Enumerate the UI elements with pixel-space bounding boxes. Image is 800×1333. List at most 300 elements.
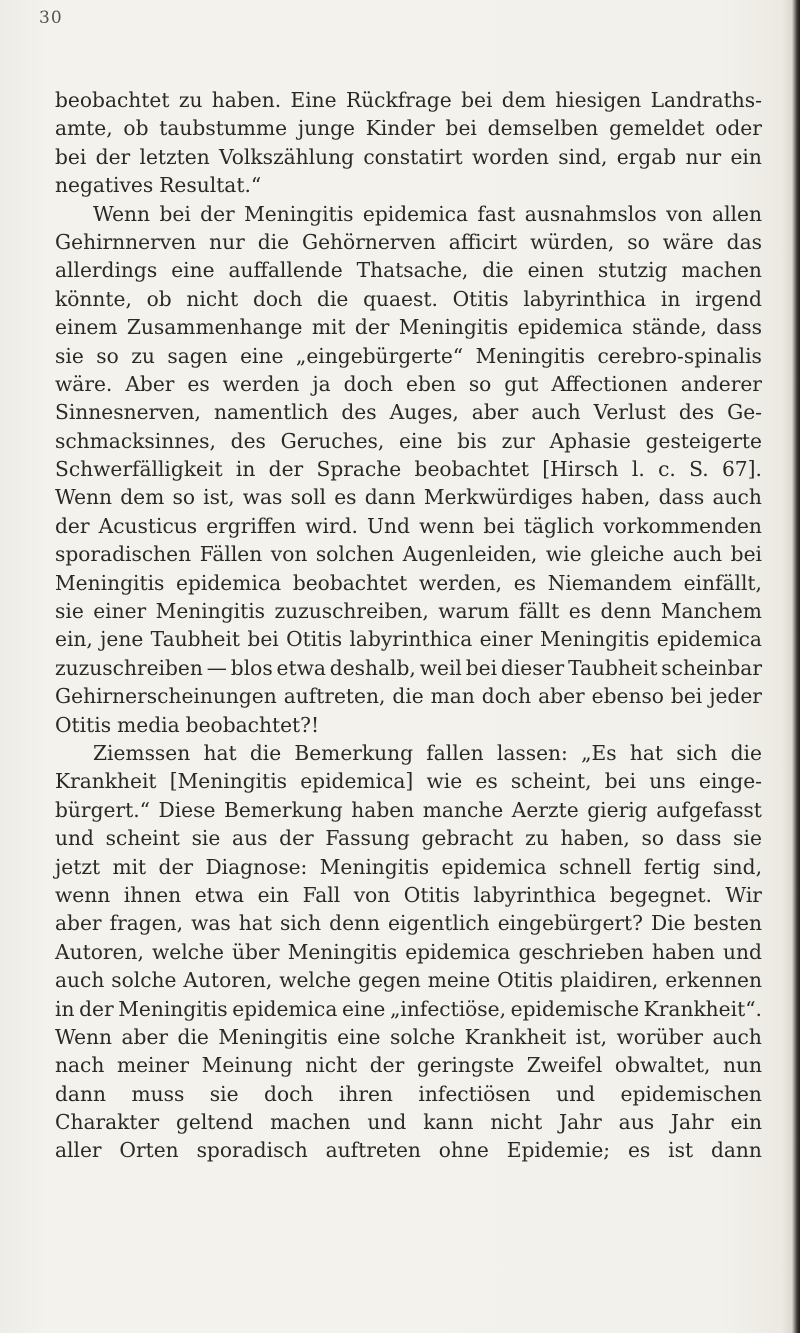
- word: Meningitis: [540, 627, 650, 652]
- word: hat: [203, 740, 237, 765]
- word: zuzuschreiben,: [274, 599, 429, 624]
- word: Wir: [725, 882, 762, 907]
- word: haben,: [581, 485, 651, 510]
- text-line: [55, 398, 762, 426]
- text-line: [55, 966, 762, 994]
- word: zu: [178, 88, 203, 112]
- word: Resultat.“: [159, 173, 262, 198]
- word: auch: [712, 485, 762, 510]
- word: sagen: [167, 343, 228, 368]
- page-edge-shadow: [782, 0, 800, 1333]
- word: was: [191, 911, 231, 936]
- word: Thatsache,: [356, 258, 469, 283]
- word: aus: [618, 1110, 655, 1135]
- word: epidemica: [441, 854, 547, 879]
- word: Meningitis: [118, 996, 228, 1021]
- word: nicht: [490, 1110, 543, 1135]
- word: wie: [545, 542, 582, 567]
- word: einer: [479, 627, 533, 652]
- word: dann: [710, 1138, 762, 1163]
- word: Autoren,: [55, 939, 144, 964]
- word: ist: [668, 1138, 694, 1163]
- text-line: [55, 853, 762, 881]
- word: sie: [733, 826, 762, 851]
- word: Jahr: [670, 1110, 714, 1135]
- text-line: [55, 824, 762, 852]
- word: Aber: [125, 371, 175, 396]
- text-line: [55, 370, 762, 398]
- word: kann: [423, 1110, 474, 1135]
- word: ebenso: [591, 684, 664, 709]
- text-line: [55, 256, 762, 284]
- word: haben: [351, 797, 415, 822]
- text-line: [55, 796, 762, 824]
- word: obwaltet,: [614, 1053, 711, 1078]
- word: Bemerkung: [224, 797, 343, 822]
- word: machen: [681, 258, 762, 283]
- word: die: [177, 1024, 209, 1049]
- text-line: [55, 995, 762, 1023]
- word: epidemica: [405, 939, 511, 964]
- word: media: [117, 712, 180, 737]
- word: gebracht: [421, 826, 514, 851]
- text-line: [55, 455, 762, 483]
- word: gut: [504, 371, 539, 396]
- word: sich: [279, 911, 322, 936]
- word: worüber: [616, 1024, 704, 1049]
- word: Otitis: [55, 712, 112, 737]
- word: welche: [279, 968, 352, 993]
- word: in: [660, 286, 681, 311]
- word: doch: [343, 371, 394, 396]
- word: Diagnose:: [205, 854, 308, 879]
- word: es: [513, 570, 537, 595]
- word: ja: [312, 371, 331, 396]
- word: ein: [730, 1110, 762, 1135]
- word: eine: [399, 428, 443, 453]
- word: bei: [445, 116, 477, 141]
- word: aber: [471, 400, 519, 425]
- word: meine: [427, 968, 491, 993]
- word: der: [200, 201, 235, 226]
- word: warum: [438, 599, 510, 624]
- body-text: [55, 86, 762, 1165]
- word: stände,: [632, 315, 707, 340]
- word: Schwerfälligkeit: [55, 457, 223, 482]
- word: „infectiöse,: [389, 996, 507, 1021]
- word: epidemica: [176, 570, 282, 595]
- word: schnell: [558, 854, 632, 879]
- word: Eine: [290, 88, 337, 112]
- word: was: [242, 485, 283, 510]
- word: eine: [240, 343, 284, 368]
- text-line: [55, 86, 762, 114]
- word: denn: [329, 911, 381, 936]
- word: einer: [93, 599, 147, 624]
- word: infectiösen: [418, 1081, 531, 1106]
- word: so: [468, 371, 492, 396]
- word: Bemerkung: [294, 740, 414, 765]
- word: gierig: [587, 797, 648, 822]
- word: Gehörnerven: [301, 229, 436, 254]
- word: lassen:: [496, 740, 568, 765]
- word: ob: [123, 116, 149, 141]
- word: letzten: [139, 144, 210, 169]
- word: hiesigen: [555, 88, 642, 112]
- word: nicht: [305, 1053, 358, 1078]
- word: dass: [658, 485, 705, 510]
- word: Zusammenhange: [126, 315, 303, 340]
- word: auffallende: [228, 258, 343, 283]
- word: und: [55, 826, 94, 851]
- word: Meinung: [201, 1053, 293, 1078]
- word: Taubheit: [568, 655, 658, 680]
- word: doch: [252, 286, 303, 311]
- text-line: [55, 909, 762, 937]
- word: sporadischen: [55, 542, 192, 567]
- word: etwa: [194, 882, 245, 907]
- word: „Es: [581, 740, 617, 765]
- word: nicht: [186, 286, 239, 311]
- text-line: [55, 597, 762, 625]
- word: manche: [422, 797, 504, 822]
- word: Landraths-: [650, 88, 762, 112]
- word: labyrinthica: [523, 286, 647, 311]
- word: oder: [715, 116, 762, 141]
- word: [Hirsch: [542, 457, 619, 482]
- word: der: [95, 144, 131, 169]
- word: dem: [120, 485, 165, 510]
- word: uns: [649, 769, 686, 794]
- word: bei: [465, 655, 498, 680]
- word: zuzuschreiben: [55, 655, 203, 680]
- word: würden,: [530, 229, 615, 254]
- word: epidemische: [510, 996, 640, 1021]
- word: Acusticus: [98, 513, 198, 538]
- word: beobachtet: [55, 88, 170, 112]
- word: Gehirnnerven: [55, 229, 197, 254]
- word: doch: [264, 1081, 314, 1106]
- word: aufgefasst: [656, 797, 762, 822]
- word: Volkszählung: [219, 144, 354, 169]
- word: die: [730, 740, 762, 765]
- word: Ge-: [727, 400, 762, 425]
- word: l.: [631, 457, 645, 482]
- word: Auges,: [389, 400, 459, 425]
- word: epidemica: [362, 201, 469, 226]
- word: namentlich: [213, 400, 329, 425]
- word: wenn: [55, 882, 111, 907]
- word: allerdings: [55, 258, 158, 283]
- word: könnte,: [55, 286, 132, 311]
- word: fällt: [518, 599, 560, 624]
- word: beobachtet: [292, 570, 408, 595]
- word: Otitis: [286, 627, 343, 652]
- word: doch: [481, 684, 532, 709]
- word: Meningitis: [244, 201, 354, 226]
- word: Ziemssen: [93, 740, 191, 765]
- word: bis: [457, 428, 487, 453]
- word: machen: [270, 1110, 351, 1135]
- word: Und: [367, 513, 410, 538]
- word: Taubheit: [150, 627, 241, 652]
- word: es: [568, 599, 592, 624]
- text-line: [55, 767, 762, 795]
- word: auch: [712, 1024, 762, 1049]
- word: etwa: [276, 655, 326, 680]
- word: eine: [171, 258, 215, 283]
- word: so: [627, 229, 650, 254]
- word: einfällt,: [683, 570, 762, 595]
- word: auch: [672, 542, 723, 567]
- word: gesteigerte: [645, 428, 762, 453]
- word: Fall: [302, 882, 341, 907]
- word: in: [55, 996, 75, 1021]
- word: des: [230, 428, 266, 453]
- text-line: [55, 200, 762, 228]
- word: jetzt: [55, 854, 101, 879]
- word: täglich: [523, 513, 595, 538]
- word: der: [158, 854, 194, 879]
- word: sich: [676, 740, 718, 765]
- word: labyrinthica: [473, 882, 597, 907]
- word: Jahr: [559, 1110, 602, 1135]
- text-line: [55, 143, 762, 171]
- word: ein: [730, 144, 762, 169]
- word: Geruches,: [280, 428, 385, 453]
- word: einem: [55, 315, 118, 340]
- word: bei: [483, 513, 515, 538]
- page-number: 30: [39, 8, 63, 28]
- word: sie: [209, 1081, 239, 1106]
- word: Sprache: [316, 457, 402, 482]
- word: Krankheit“.: [643, 996, 762, 1021]
- word: cerebro-spinalis: [597, 343, 762, 368]
- word: zu: [131, 343, 155, 368]
- word: solchen: [315, 542, 395, 567]
- word: Otitis: [403, 882, 460, 907]
- word: aller: [55, 1138, 102, 1163]
- word: beobachtet: [414, 457, 529, 482]
- word: c.: [658, 457, 676, 482]
- word: Wenn: [93, 201, 151, 226]
- word: worden: [471, 144, 549, 169]
- word: Zweifel: [526, 1053, 603, 1078]
- text-line: [55, 739, 762, 767]
- word: weil: [419, 655, 462, 680]
- word: bei: [730, 542, 762, 567]
- word: Krankheit: [55, 769, 157, 794]
- word: so: [96, 343, 119, 368]
- word: Meningitis: [475, 343, 585, 368]
- word: solche: [111, 968, 177, 993]
- word: wäre: [662, 229, 714, 254]
- word: geltend: [175, 1110, 254, 1135]
- word: es: [627, 1138, 651, 1163]
- word: sie: [55, 343, 84, 368]
- word: Orten: [119, 1138, 179, 1163]
- word: irgend: [695, 286, 762, 311]
- word: zu: [525, 826, 549, 851]
- word: denn: [600, 599, 652, 624]
- word: nur: [685, 144, 722, 169]
- word: gegen: [358, 968, 421, 993]
- word: Manchem: [660, 599, 762, 624]
- word: hat: [629, 740, 664, 765]
- word: ist,: [575, 1024, 607, 1049]
- word: es: [334, 485, 357, 510]
- word: S.: [689, 457, 709, 482]
- text-line: [55, 1051, 762, 1079]
- word: Charakter: [55, 1110, 160, 1135]
- word: bei: [461, 88, 493, 112]
- word: scheinbar: [661, 655, 762, 680]
- word: ausnahmslos: [524, 201, 657, 226]
- word: eben: [406, 371, 456, 396]
- word: fallen: [426, 740, 484, 765]
- text-line: [55, 711, 762, 739]
- word: epidemica]: [300, 769, 414, 794]
- word: haben: [652, 939, 715, 964]
- text-line: [55, 427, 762, 455]
- word: [Meningitis: [169, 769, 288, 794]
- word: Meningitis: [398, 315, 509, 340]
- word: über: [232, 939, 280, 964]
- word: epidemica: [656, 627, 762, 652]
- word: werden,: [418, 570, 503, 595]
- word: von: [666, 201, 703, 226]
- word: beobachtet?!: [185, 712, 320, 737]
- word: ob: [146, 286, 172, 311]
- word: das: [726, 229, 762, 254]
- text-line: [55, 483, 762, 511]
- text-line: [55, 1023, 762, 1051]
- word: die: [257, 229, 290, 254]
- word: sie: [191, 826, 221, 851]
- word: epidemica: [232, 996, 338, 1021]
- word: „eingebürgerte“: [295, 343, 464, 368]
- word: Affectionen: [551, 371, 668, 396]
- word: Meningitis: [287, 939, 398, 964]
- word: Meningitis: [55, 570, 165, 595]
- word: bei: [159, 201, 191, 226]
- word: fast: [477, 201, 516, 226]
- word: Augenleiden,: [402, 542, 538, 567]
- word: afficirt: [448, 229, 518, 254]
- word: einen: [527, 258, 584, 283]
- word: ergriffen: [206, 513, 297, 538]
- word: Die: [651, 911, 686, 936]
- word: Meningitis: [155, 599, 266, 624]
- word: epidemica: [517, 315, 623, 340]
- text-line: [55, 114, 762, 142]
- word: nur: [209, 229, 245, 254]
- word: dem: [501, 88, 546, 112]
- word: Verlust: [593, 400, 666, 425]
- word: auftreten,: [283, 684, 386, 709]
- word: Aphasie: [549, 428, 631, 453]
- word: aber: [121, 1024, 169, 1049]
- word: Fällen: [199, 542, 263, 567]
- word: Merkwürdiges: [423, 485, 573, 510]
- word: Wenn: [55, 485, 113, 510]
- word: und: [556, 1081, 596, 1106]
- text-line: [55, 1136, 762, 1164]
- word: werden: [222, 371, 300, 396]
- word: sie: [55, 599, 84, 624]
- word: wenn: [419, 513, 475, 538]
- word: man: [430, 684, 475, 709]
- text-line: [55, 228, 762, 256]
- word: von: [353, 882, 391, 907]
- word: bei: [55, 144, 87, 169]
- text-line: [55, 1108, 762, 1136]
- word: besten: [693, 911, 762, 936]
- word: ein,: [55, 627, 93, 652]
- word: Meningitis: [319, 854, 430, 879]
- text-line: [55, 938, 762, 966]
- text-line: [55, 625, 762, 653]
- word: dann: [55, 1081, 106, 1106]
- word: plaidiren,: [560, 968, 659, 993]
- word: 67].: [721, 457, 762, 482]
- text-line: [55, 682, 762, 710]
- word: welche: [151, 939, 224, 964]
- word: Rückfrage: [345, 88, 452, 112]
- word: auch: [531, 400, 581, 425]
- word: ohne: [438, 1138, 489, 1163]
- word: Krankheit: [464, 1024, 567, 1049]
- text-line: [55, 881, 762, 909]
- word: dann: [364, 485, 416, 510]
- word: wird.: [305, 513, 358, 538]
- word: es: [475, 769, 498, 794]
- word: dieser: [500, 655, 565, 680]
- word: aber: [55, 911, 102, 936]
- word: der: [354, 315, 390, 340]
- word: blos: [230, 655, 273, 680]
- word: so: [641, 826, 665, 851]
- word: aus: [232, 826, 268, 851]
- word: bei: [670, 684, 703, 709]
- word: allen: [712, 201, 762, 226]
- word: ist,: [203, 485, 235, 510]
- word: Epidemie;: [506, 1138, 611, 1163]
- text-line: [55, 569, 762, 597]
- word: Otitis: [497, 968, 554, 993]
- word: meiner: [116, 1053, 190, 1078]
- text-line: [55, 540, 762, 568]
- word: bei: [604, 769, 637, 794]
- word: und: [367, 1110, 407, 1135]
- word: sporadisch: [196, 1138, 308, 1163]
- word: einge-: [698, 769, 762, 794]
- word: Wenn: [55, 1024, 113, 1049]
- word: negatives: [55, 173, 154, 198]
- word: der: [369, 1053, 405, 1078]
- word: zur: [501, 428, 535, 453]
- text-line: [55, 654, 762, 682]
- word: fragen,: [109, 911, 184, 936]
- word: aber: [538, 684, 585, 709]
- word: Meningitis: [218, 1024, 328, 1049]
- word: muss: [131, 1081, 185, 1106]
- word: eigentlich: [388, 911, 490, 936]
- word: von: [270, 542, 308, 567]
- word: dass: [675, 826, 722, 851]
- word: wäre.: [55, 371, 113, 396]
- word: dass: [716, 315, 762, 340]
